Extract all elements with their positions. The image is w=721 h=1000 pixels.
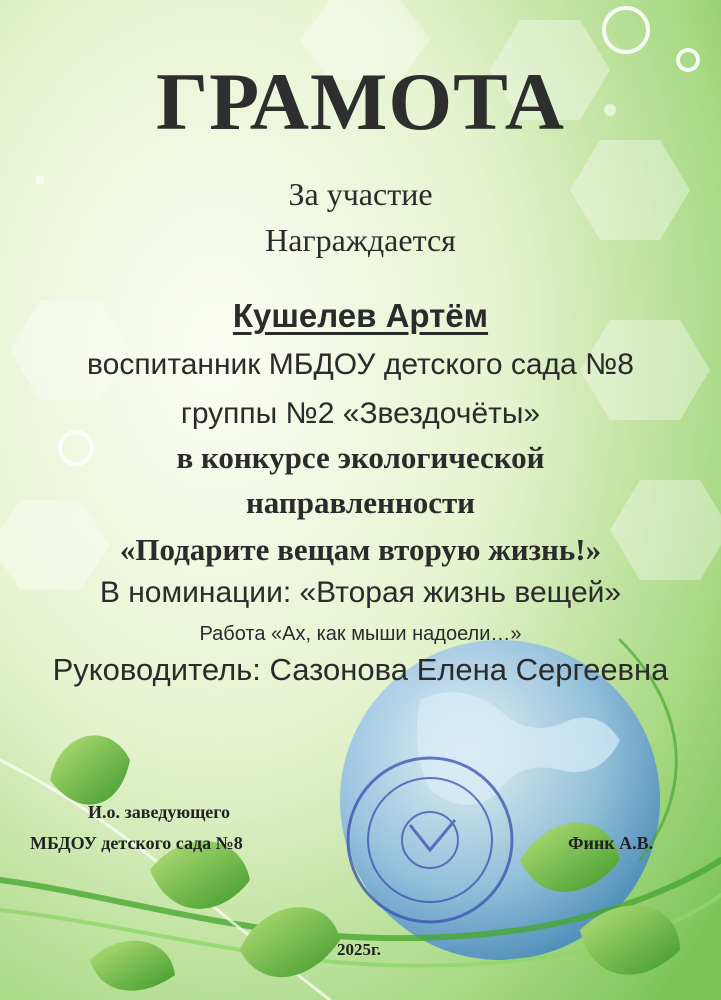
signer-position-2: МБДОУ детского сада №8 (30, 833, 243, 853)
supervisor-line: Руководитель: Сазонова Елена Сергеевна (52, 652, 669, 687)
contest-line-1: в конкурсе экологической (176, 440, 545, 475)
contest-line-2: направленности (245, 485, 476, 520)
signer-name: Финк А.В. (568, 833, 654, 853)
group-line: группы №2 «Звездочёты» (180, 397, 541, 430)
pupil-line: воспитанник МБДОУ детского сада №8 (87, 348, 634, 381)
award-reason: За участие (288, 176, 433, 212)
certificate-year: 2025г. (337, 940, 382, 959)
nomination-line: В номинации: «Вторая жизнь вещей» (99, 576, 622, 609)
recipient-name: Кушелев Артём (232, 297, 489, 334)
signer-position-1: И.о. заведующего (88, 802, 230, 822)
certificate-title: ГРАМОТА (156, 56, 565, 147)
awarded-label: Награждается (265, 222, 456, 258)
contest-name: «Подарите вещам вторую жизнь!» (119, 532, 602, 567)
work-title: Работа «Ах, как мыши надоели…» (199, 623, 522, 645)
